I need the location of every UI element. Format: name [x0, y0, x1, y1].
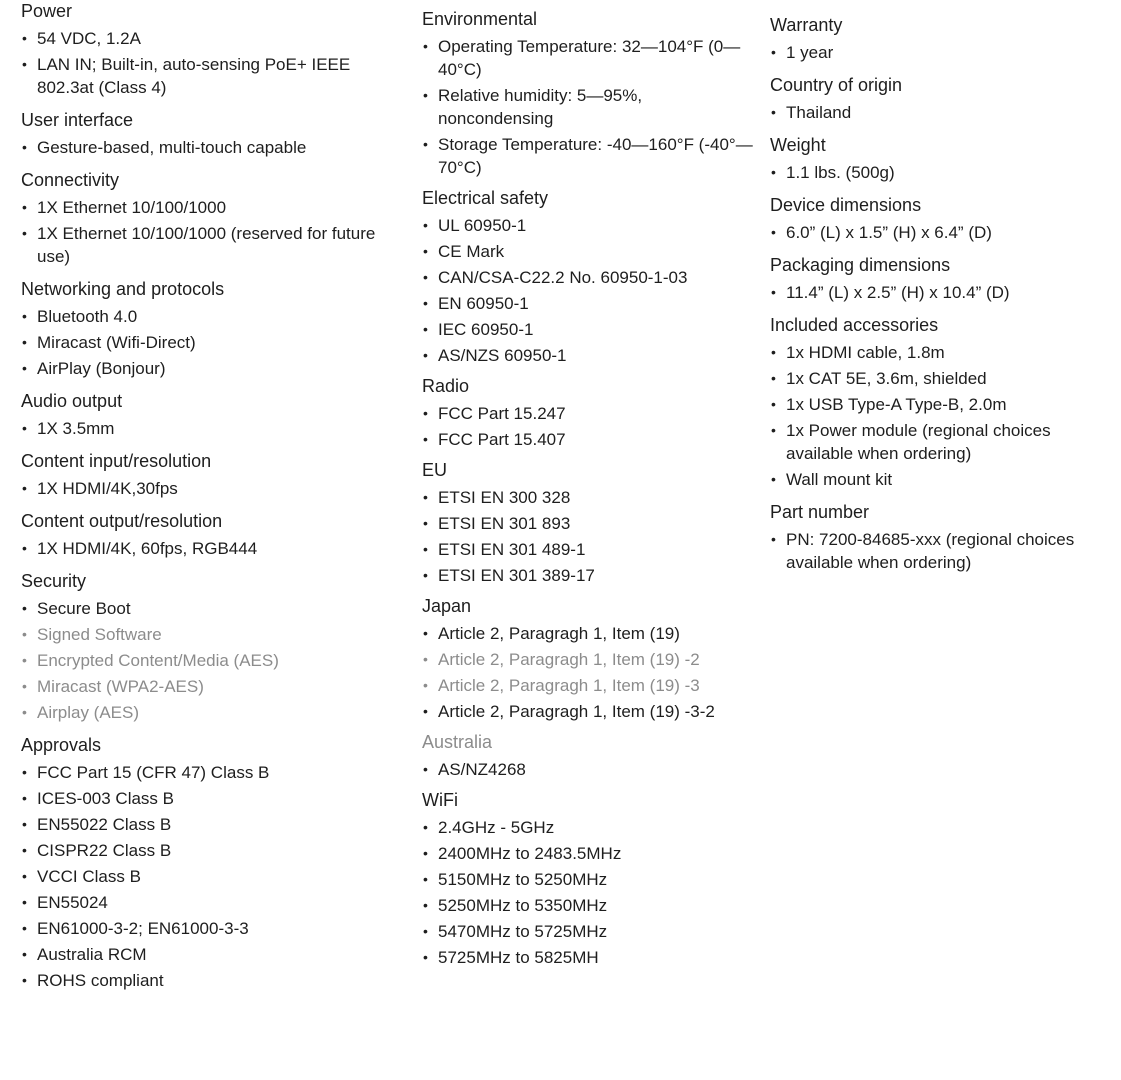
- spec-item-text: Article 2, Paragragh 1, Item (19) -3-2: [438, 702, 715, 721]
- spec-list-item: [422, 84, 757, 130]
- spec-list-item: [21, 357, 411, 380]
- spec-list-item: [422, 486, 757, 509]
- section-heading: Device dimensions: [770, 195, 922, 215]
- spec-item-text: Australia RCM: [37, 945, 147, 964]
- spec-section-included-accessories: [770, 314, 1115, 491]
- spec-list: [770, 528, 1115, 574]
- spec-list-item: [422, 344, 757, 367]
- bullet-icon: •: [22, 868, 27, 884]
- spec-item-text: LAN IN; Built-in, auto-sensing PoE+ IEEE 802.3at (Class 4): [37, 55, 351, 97]
- spec-section-networking-and-protocols: [21, 278, 411, 380]
- spec-section-content-input-resolution: [21, 450, 411, 500]
- section-heading: Audio output: [21, 391, 123, 411]
- spec-section-warranty: [770, 14, 1115, 64]
- spec-list-item: [422, 428, 757, 451]
- bullet-icon: •: [22, 652, 27, 668]
- spec-item-text: 1.1 lbs. (500g): [786, 163, 895, 182]
- spec-section-user-interface: [21, 109, 411, 159]
- bullet-icon: •: [771, 370, 776, 386]
- spec-section-eu: [422, 459, 757, 587]
- spec-item-text: EN61000-3-2; EN61000-3-3: [37, 919, 249, 938]
- bullet-icon: •: [423, 897, 428, 913]
- spec-list: [422, 402, 757, 451]
- spec-list: [770, 101, 1115, 124]
- spec-list: [422, 622, 757, 723]
- spec-list-item: [422, 318, 757, 341]
- bullet-icon: •: [423, 651, 428, 667]
- spec-list-item: [21, 917, 411, 940]
- bullet-icon: •: [771, 44, 776, 60]
- bullet-icon: •: [423, 871, 428, 887]
- spec-list-item: [21, 675, 411, 698]
- spec-section-power: [21, 0, 411, 99]
- bullet-icon: •: [22, 420, 27, 436]
- spec-list-item: [21, 943, 411, 966]
- section-heading: Environmental: [422, 9, 538, 29]
- bullet-icon: •: [423, 541, 428, 557]
- spec-item-text: VCCI Class B: [37, 867, 141, 886]
- bullet-icon: •: [22, 816, 27, 832]
- bullet-icon: •: [423, 217, 428, 233]
- section-heading: Security: [21, 571, 87, 591]
- spec-section-radio: [422, 375, 757, 451]
- spec-list: [21, 417, 411, 440]
- bullet-icon: •: [22, 334, 27, 350]
- spec-item-text: Miracast (WPA2-AES): [37, 677, 204, 696]
- spec-item-text: 5725MHz to 5825MH: [438, 948, 599, 967]
- spec-item-text: Operating Temperature: 32—104°F (0—40°C): [438, 37, 741, 79]
- bullet-icon: •: [22, 626, 27, 642]
- bullet-icon: •: [423, 321, 428, 337]
- spec-section-part-number: [770, 501, 1115, 574]
- spec-list-item: [21, 865, 411, 888]
- spec-list-item: [770, 101, 1115, 124]
- spec-item-text: 1x HDMI cable, 1.8m: [786, 343, 945, 362]
- bullet-icon: •: [423, 347, 428, 363]
- spec-list: [770, 341, 1115, 491]
- spec-list-item: [770, 468, 1115, 491]
- spec-list-item: [21, 813, 411, 836]
- spec-list-item: [422, 946, 757, 969]
- spec-list: [21, 477, 411, 500]
- spec-item-text: Thailand: [786, 103, 852, 122]
- spec-item-text: CAN/CSA-C22.2 No. 60950-1-03: [438, 268, 688, 287]
- bullet-icon: •: [22, 225, 27, 241]
- spec-section-weight: [770, 134, 1115, 184]
- bullet-icon: •: [771, 284, 776, 300]
- section-heading: Included accessories: [770, 315, 939, 335]
- spec-list: [21, 597, 411, 724]
- spec-list-item: [21, 969, 411, 992]
- spec-list: [422, 816, 757, 969]
- bullet-icon: •: [771, 344, 776, 360]
- spec-item-text: 6.0” (L) x 1.5” (H) x 6.4” (D): [786, 223, 992, 242]
- bullet-icon: •: [22, 842, 27, 858]
- spec-list-item: [770, 41, 1115, 64]
- spec-list-item: [422, 292, 757, 315]
- bullet-icon: •: [423, 761, 428, 777]
- spec-list-item: [422, 674, 757, 697]
- spec-list-item: [21, 891, 411, 914]
- section-heading: Country of origin: [770, 75, 903, 95]
- spec-list-item: [21, 537, 411, 560]
- spec-list-item: [770, 419, 1115, 465]
- spec-list-item: [21, 701, 411, 724]
- bullet-icon: •: [22, 972, 27, 988]
- spec-item-text: Miracast (Wifi-Direct): [37, 333, 196, 352]
- spec-section-security: [21, 570, 411, 724]
- section-heading: Japan: [422, 596, 472, 616]
- spec-list-item: [422, 920, 757, 943]
- spec-list-item: [21, 839, 411, 862]
- spec-list: [21, 537, 411, 560]
- spec-item-text: 5470MHz to 5725MHz: [438, 922, 608, 941]
- spec-item-text: Bluetooth 4.0: [37, 307, 138, 326]
- spec-list-item: [422, 214, 757, 237]
- bullet-icon: •: [423, 625, 428, 641]
- spec-section-wifi: [422, 789, 757, 969]
- spec-list-item: [422, 868, 757, 891]
- bullet-icon: •: [771, 422, 776, 438]
- spec-section-device-dimensions: [770, 194, 1115, 244]
- spec-item-text: Article 2, Paragragh 1, Item (19) -3: [438, 676, 700, 695]
- spec-item-text: UL 60950-1: [438, 216, 527, 235]
- bullet-icon: •: [423, 489, 428, 505]
- spec-item-text: 11.4” (L) x 2.5” (H) x 10.4” (D): [786, 283, 1010, 302]
- bullet-icon: •: [423, 949, 428, 965]
- bullet-icon: •: [22, 308, 27, 324]
- bullet-icon: •: [771, 471, 776, 487]
- spec-list-item: [21, 27, 411, 50]
- spec-section-audio-output: [21, 390, 411, 440]
- spec-item-text: Signed Software: [37, 625, 162, 644]
- spec-item-text: 1x Power module (regional choices available when ordering): [786, 421, 1051, 463]
- spec-list-item: [21, 305, 411, 328]
- bullet-icon: •: [423, 703, 428, 719]
- spec-item-text: 1X Ethernet 10/100/1000: [37, 198, 227, 217]
- spec-item-text: ETSI EN 301 389-17: [438, 566, 595, 585]
- spec-list: [21, 761, 411, 992]
- spec-list-item: [21, 417, 411, 440]
- spec-item-text: Encrypted Content/Media (AES): [37, 651, 279, 670]
- bullet-icon: •: [423, 269, 428, 285]
- section-heading: Content output/resolution: [21, 511, 223, 531]
- spec-list: [770, 221, 1115, 244]
- spec-section-japan: [422, 595, 757, 723]
- spec-item-text: Airplay (AES): [37, 703, 140, 722]
- bullet-icon: •: [22, 480, 27, 496]
- spec-list-item: [21, 649, 411, 672]
- bullet-icon: •: [22, 920, 27, 936]
- section-heading: Electrical safety: [422, 188, 549, 208]
- bullet-icon: •: [771, 224, 776, 240]
- spec-item-text: 2.4GHz - 5GHz: [438, 818, 555, 837]
- spec-item-text: 1X HDMI/4K,30fps: [37, 479, 178, 498]
- bullet-icon: •: [22, 946, 27, 962]
- bullet-icon: •: [423, 87, 428, 103]
- spec-list-item: [422, 512, 757, 535]
- bullet-icon: •: [22, 199, 27, 215]
- spec-list: [422, 758, 757, 781]
- spec-list-item: [422, 35, 757, 81]
- bullet-icon: •: [22, 360, 27, 376]
- spec-list-item: [422, 700, 757, 723]
- bullet-icon: •: [22, 764, 27, 780]
- section-heading: User interface: [21, 110, 134, 130]
- section-heading: Power: [21, 1, 73, 21]
- spec-list-item: [21, 196, 411, 219]
- spec-item-text: AS/NZS 60950-1: [438, 346, 567, 365]
- spec-list-item: [422, 564, 757, 587]
- spec-item-text: 1X HDMI/4K, 60fps, RGB444: [37, 539, 258, 558]
- spec-list: [422, 214, 757, 367]
- bullet-icon: •: [423, 677, 428, 693]
- spec-item-text: Article 2, Paragragh 1, Item (19) -2: [438, 650, 700, 669]
- bullet-icon: •: [771, 164, 776, 180]
- bullet-icon: •: [22, 894, 27, 910]
- bullet-icon: •: [423, 38, 428, 54]
- spec-item-text: ROHS compliant: [37, 971, 164, 990]
- spec-list-item: [770, 528, 1115, 574]
- spec-list-item: [422, 266, 757, 289]
- bullet-icon: •: [22, 790, 27, 806]
- spec-list-item: [422, 622, 757, 645]
- bullet-icon: •: [22, 678, 27, 694]
- spec-item-text: PN: 7200-84685-xxx (regional choices available when ordering): [786, 530, 1075, 572]
- bullet-icon: •: [771, 531, 776, 547]
- section-heading: WiFi: [422, 790, 458, 810]
- spec-item-text: CE Mark: [438, 242, 505, 261]
- spec-item-text: FCC Part 15 (CFR 47) Class B: [37, 763, 270, 782]
- spec-list-item: [770, 367, 1115, 390]
- spec-list-item: [770, 221, 1115, 244]
- spec-item-text: 5150MHz to 5250MHz: [438, 870, 608, 889]
- spec-list: [422, 486, 757, 587]
- spec-list-item: [422, 538, 757, 561]
- spec-item-text: Article 2, Paragragh 1, Item (19): [438, 624, 680, 643]
- spec-list-item: [422, 758, 757, 781]
- spec-item-text: 2400MHz to 2483.5MHz: [438, 844, 622, 863]
- section-heading: Radio: [422, 376, 470, 396]
- spec-list-item: [21, 787, 411, 810]
- section-heading: Content input/resolution: [21, 451, 212, 471]
- bullet-icon: •: [423, 567, 428, 583]
- spec-list-item: [21, 53, 411, 99]
- section-heading: EU: [422, 460, 448, 480]
- spec-section-electrical-safety: [422, 187, 757, 367]
- spec-section-country-of-origin: [770, 74, 1115, 124]
- spec-section-environmental: [422, 8, 757, 179]
- spec-item-text: 1 year: [786, 43, 834, 62]
- spec-item-text: Storage Temperature: -40—160°F (-40°—70°C): [438, 135, 753, 177]
- bullet-icon: •: [22, 540, 27, 556]
- bullet-icon: •: [423, 136, 428, 152]
- spec-list-item: [422, 402, 757, 425]
- bullet-icon: •: [22, 139, 27, 155]
- section-heading: Weight: [770, 135, 826, 155]
- spec-list: [770, 281, 1115, 304]
- section-heading: Packaging dimensions: [770, 255, 951, 275]
- spec-item-text: IEC 60950-1: [438, 320, 534, 339]
- spec-list: [21, 305, 411, 380]
- spec-list-item: [422, 894, 757, 917]
- bullet-icon: •: [423, 243, 428, 259]
- spec-item-text: Wall mount kit: [786, 470, 893, 489]
- spec-list-item: [422, 648, 757, 671]
- bullet-icon: •: [423, 845, 428, 861]
- section-heading: Approvals: [21, 735, 102, 755]
- spec-item-text: 1X 3.5mm: [37, 419, 115, 438]
- spec-item-text: AirPlay (Bonjour): [37, 359, 166, 378]
- spec-column-right: [770, 14, 1115, 577]
- spec-list-item: [422, 240, 757, 263]
- spec-item-text: EN55024: [37, 893, 108, 912]
- spec-item-text: Relative humidity: 5—95%, noncondensing: [438, 86, 643, 128]
- spec-section-australia: [422, 731, 757, 781]
- spec-item-text: EN55022 Class B: [37, 815, 172, 834]
- spec-item-text: EN 60950-1: [438, 294, 529, 313]
- spec-item-text: FCC Part 15.407: [438, 430, 566, 449]
- section-heading: Part number: [770, 502, 870, 522]
- spec-item-text: 1x USB Type-A Type-B, 2.0m: [786, 395, 1007, 414]
- bullet-icon: •: [22, 56, 27, 72]
- spec-list-item: [770, 393, 1115, 416]
- spec-item-text: ETSI EN 300 328: [438, 488, 571, 507]
- bullet-icon: •: [771, 396, 776, 412]
- section-heading: Warranty: [770, 15, 843, 35]
- spec-list: [21, 27, 411, 99]
- spec-column-middle: [422, 8, 757, 972]
- spec-list: [422, 35, 757, 179]
- spec-list-item: [21, 331, 411, 354]
- spec-list-item: [770, 341, 1115, 364]
- spec-list-item: [21, 623, 411, 646]
- bullet-icon: •: [423, 819, 428, 835]
- bullet-icon: •: [423, 295, 428, 311]
- bullet-icon: •: [22, 30, 27, 46]
- spec-list-item: [21, 477, 411, 500]
- bullet-icon: •: [423, 923, 428, 939]
- spec-list-item: [422, 842, 757, 865]
- spec-item-text: 1X Ethernet 10/100/1000 (reserved for future use): [37, 224, 376, 266]
- spec-list-item: [21, 761, 411, 784]
- spec-section-approvals: [21, 734, 411, 992]
- section-heading: Australia: [422, 732, 493, 752]
- spec-list-item: [422, 133, 757, 179]
- spec-list-item: [770, 161, 1115, 184]
- bullet-icon: •: [423, 405, 428, 421]
- spec-section-connectivity: [21, 169, 411, 268]
- spec-section-packaging-dimensions: [770, 254, 1115, 304]
- bullet-icon: •: [423, 431, 428, 447]
- spec-list: [770, 161, 1115, 184]
- bullet-icon: •: [771, 104, 776, 120]
- spec-column-left: [21, 0, 411, 995]
- spec-list: [21, 196, 411, 268]
- spec-item-text: ETSI EN 301 489-1: [438, 540, 586, 559]
- spec-item-text: 54 VDC, 1.2A: [37, 29, 141, 48]
- section-heading: Connectivity: [21, 170, 120, 190]
- spec-item-text: FCC Part 15.247: [438, 404, 566, 423]
- spec-item-text: ETSI EN 301 893: [438, 514, 571, 533]
- spec-list-item: [21, 597, 411, 620]
- spec-item-text: ICES-003 Class B: [37, 789, 174, 808]
- spec-list-item: [21, 222, 411, 268]
- spec-list-item: [770, 281, 1115, 304]
- bullet-icon: •: [22, 704, 27, 720]
- spec-list-item: [21, 136, 411, 159]
- bullet-icon: •: [423, 515, 428, 531]
- section-heading: Networking and protocols: [21, 279, 225, 299]
- spec-item-text: AS/NZ4268: [438, 760, 526, 779]
- bullet-icon: •: [22, 600, 27, 616]
- spec-item-text: 1x CAT 5E, 3.6m, shielded: [786, 369, 987, 388]
- spec-list: [770, 41, 1115, 64]
- spec-item-text: 5250MHz to 5350MHz: [438, 896, 608, 915]
- spec-item-text: CISPR22 Class B: [37, 841, 172, 860]
- spec-section-content-output-resolution: [21, 510, 411, 560]
- spec-list-item: [422, 816, 757, 839]
- spec-item-text: Secure Boot: [37, 599, 131, 618]
- spec-item-text: Gesture-based, multi-touch capable: [37, 138, 307, 157]
- spec-list: [21, 136, 411, 159]
